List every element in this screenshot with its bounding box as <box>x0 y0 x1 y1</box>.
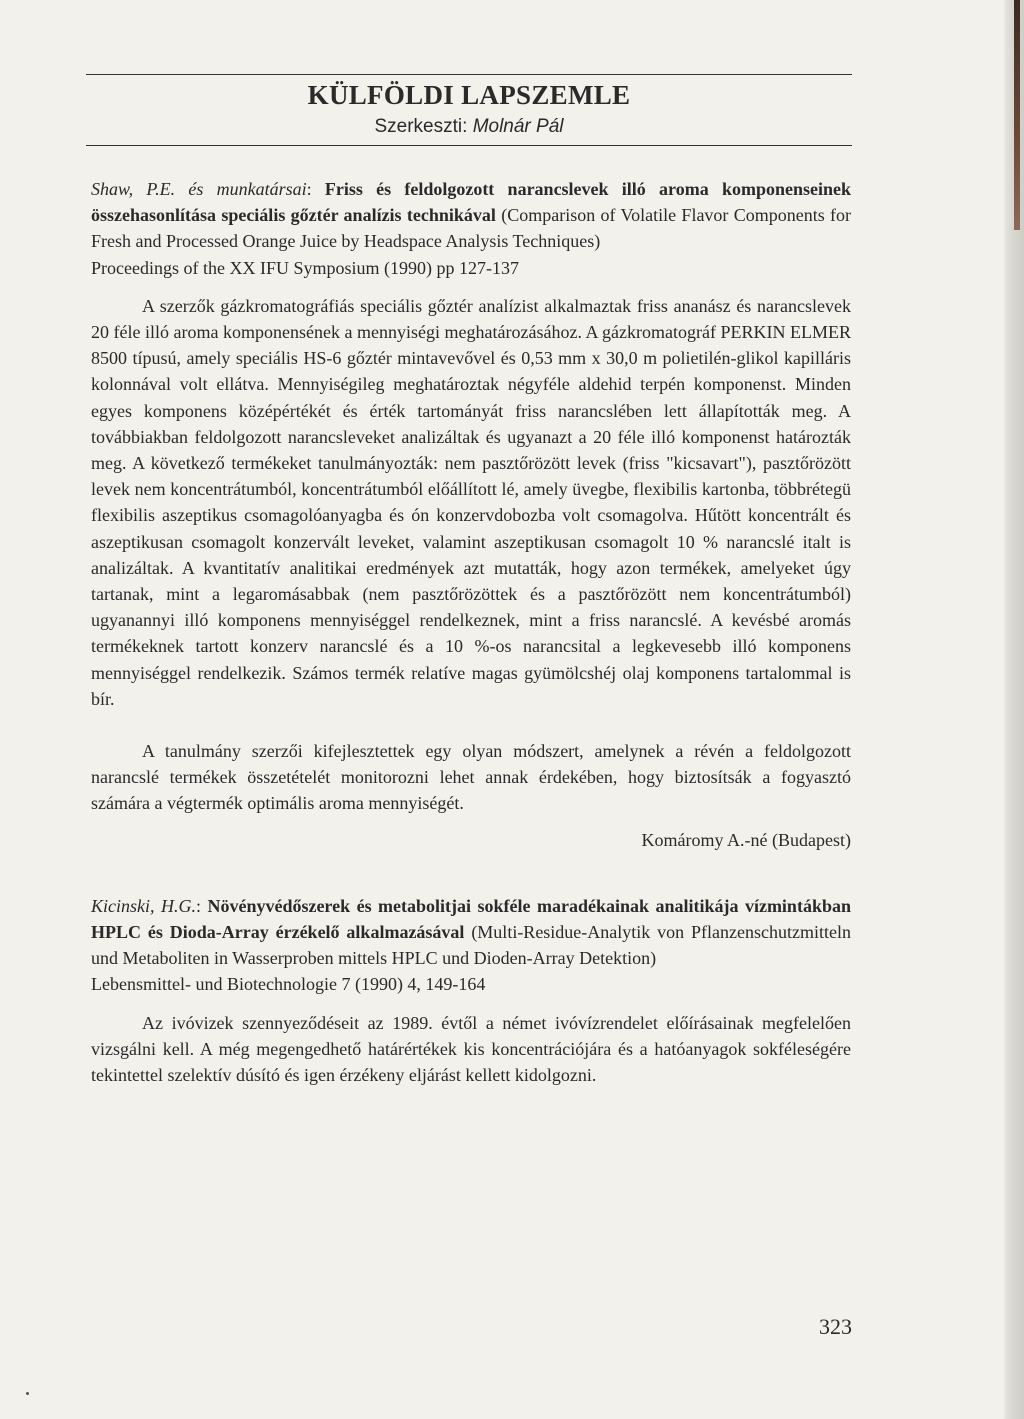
review2-original-title: (Multi-Residue-Analytik von Pflanzenschutzmitteln und Metaboliten in Wasserproben mittels HPLC und Dioden-Array Detektion) <box>91 922 851 969</box>
header-bottom-rule <box>86 145 852 146</box>
section-editor <box>86 115 852 139</box>
review1-title: Friss és feldolgozott narancslevek illó aroma komponenseinek összehasonlítása speciális gőztér analízis technikával <box>91 179 851 226</box>
review2-authors: Kicinski, H.G. <box>91 895 196 916</box>
review1-source: Proceedings of the XX IFU Symposium (1990) pp 127-137 <box>91 257 519 278</box>
review2-title: Növényvédőszerek és metabolitjai sokféle maradékainak analitikája vízmintákban HPLC és Dioda-Array érzékelő alkalmazásával <box>91 895 851 943</box>
article-body <box>91 176 851 1088</box>
editor-name: Molnár Pál <box>472 116 564 137</box>
review2-paragraph-1: Az ivóvizek szennyeződéseit az 1989. évtől a német ivóvízrendelet előírásainak megfelelően vizsgálni kell. A még megengedhető határértékek kis koncentrációjára és a hatóanyagok sokféleségére tekintettel szelektív dúsító és igen érzékeny eljárást kellett kidolgozni. <box>91 1012 851 1086</box>
review2-source: Lebensmittel- und Biotechnologie 7 (1990) 4, 149-164 <box>91 974 486 995</box>
editor-label: Szerkeszti: <box>374 116 473 137</box>
page-edge-shadow <box>1004 0 1024 1419</box>
review1-heading: Shaw, P.E. és munkatársai: Friss és feldolgozott narancslevek illó aroma komponenseinek összehasonlítása speciális gőztér analízis technikával (Comparison of Volatile Flavor Components for Fresh and Processed Orange Juice by Headspace Analysis Techniques) <box>91 179 852 252</box>
section-title: KÜLFÖLDI LAPSZEMLE <box>307 80 631 110</box>
review1-signature: Komáromy A.-né (Budapest) <box>641 829 851 850</box>
scan-speck <box>26 1392 29 1395</box>
page-number: 323 <box>819 1314 852 1339</box>
review1-authors: Shaw, P.E. és munkatársai <box>91 179 307 199</box>
header-top-rule <box>86 74 852 75</box>
review1-paragraph-2: A tanulmány szerzői kifejlesztettek egy olyan módszert, amelynek a révén a feldolgozott narancslé termékek összetételét monitorozni lehet annak érdekében, hogy biztosítsák a fogyasztó számára a végtermék optimális aroma mennyiségét. <box>91 741 851 814</box>
review1-paragraph-1: A szerzők gázkromatográfiás speciális gőztér analízist alkalmaztak friss ananász és narancslevek 20 féle illó aroma komponensének a mennyiségi meghatározásához. A gázkromatográf PERKIN ELMER 8500 típusú, amely speciális HS-6 gőztér mintavevővel és 0,53 mm x 30,0 m polietilén-glikol kapilláris kolonnával volt ellátva. Mennyiségileg meghatároztak négyféle aldehid terpén komponenst. Minden egyes komponens középértékét és érték tartományát friss narancslében lett állapították meg. A továbbiakban feldolgozott narancsleveket analizáltak és ugyanazt a 20 féle illó komponenst határozták meg. A következő termékeket tanulmányozták: nem pasztőrözött levek (friss "kicsavart"), pasztőrözött levek nem koncentrátumból, koncentrátumból előállított lé, amely üvegbe, flexibilis kartonba, többrétegü flexibilis aszeptikus csomagolóanyagba és ón konzervdobozba volt csomagolva. Hűtött koncentrált és aszeptikusan csomagolt konzervált leveket, valamint aszeptikusan csomagolt 10 % narancslé italt is analizáltak. A kvantitatív analitikai eredmények azt mutatták, hogy azon termékek, amelyeket úgy tartanak, mint a legaromásabbak (nem pasztőrözöttek és a pasztőrözött nem koncentrátumból) ugyanannyi illó komponens mennyiséggel rendelkeznek, mint a friss narancslé. A kevésbé aromás termékeknek tartott konzerv narancslé és a 10 %-os narancsital a legkevesebb illó komponens mennyiséggel rendelkezik. Számos termék relatíve magas gyümölcshéj olaj komponens tartalommal is bír. <box>91 295 851 709</box>
review1-original-title: (Comparison of Volatile Flavor Components for Fresh and Processed Orange Juice by Headspace Analysis Techniques) <box>91 205 852 252</box>
review2-heading: Kicinski, H.G.: Növényvédőszerek és metabolitjai sokféle maradékainak analitikája vízmintákban HPLC és Dioda-Array érzékelő alkalmazásával (Multi-Residue-Analytik von Pflanzenschutzmitteln und Metaboliten in Wasserproben mittels HPLC und Dioden-Array Detektion) <box>91 895 851 969</box>
binding-spine <box>1014 0 1020 230</box>
